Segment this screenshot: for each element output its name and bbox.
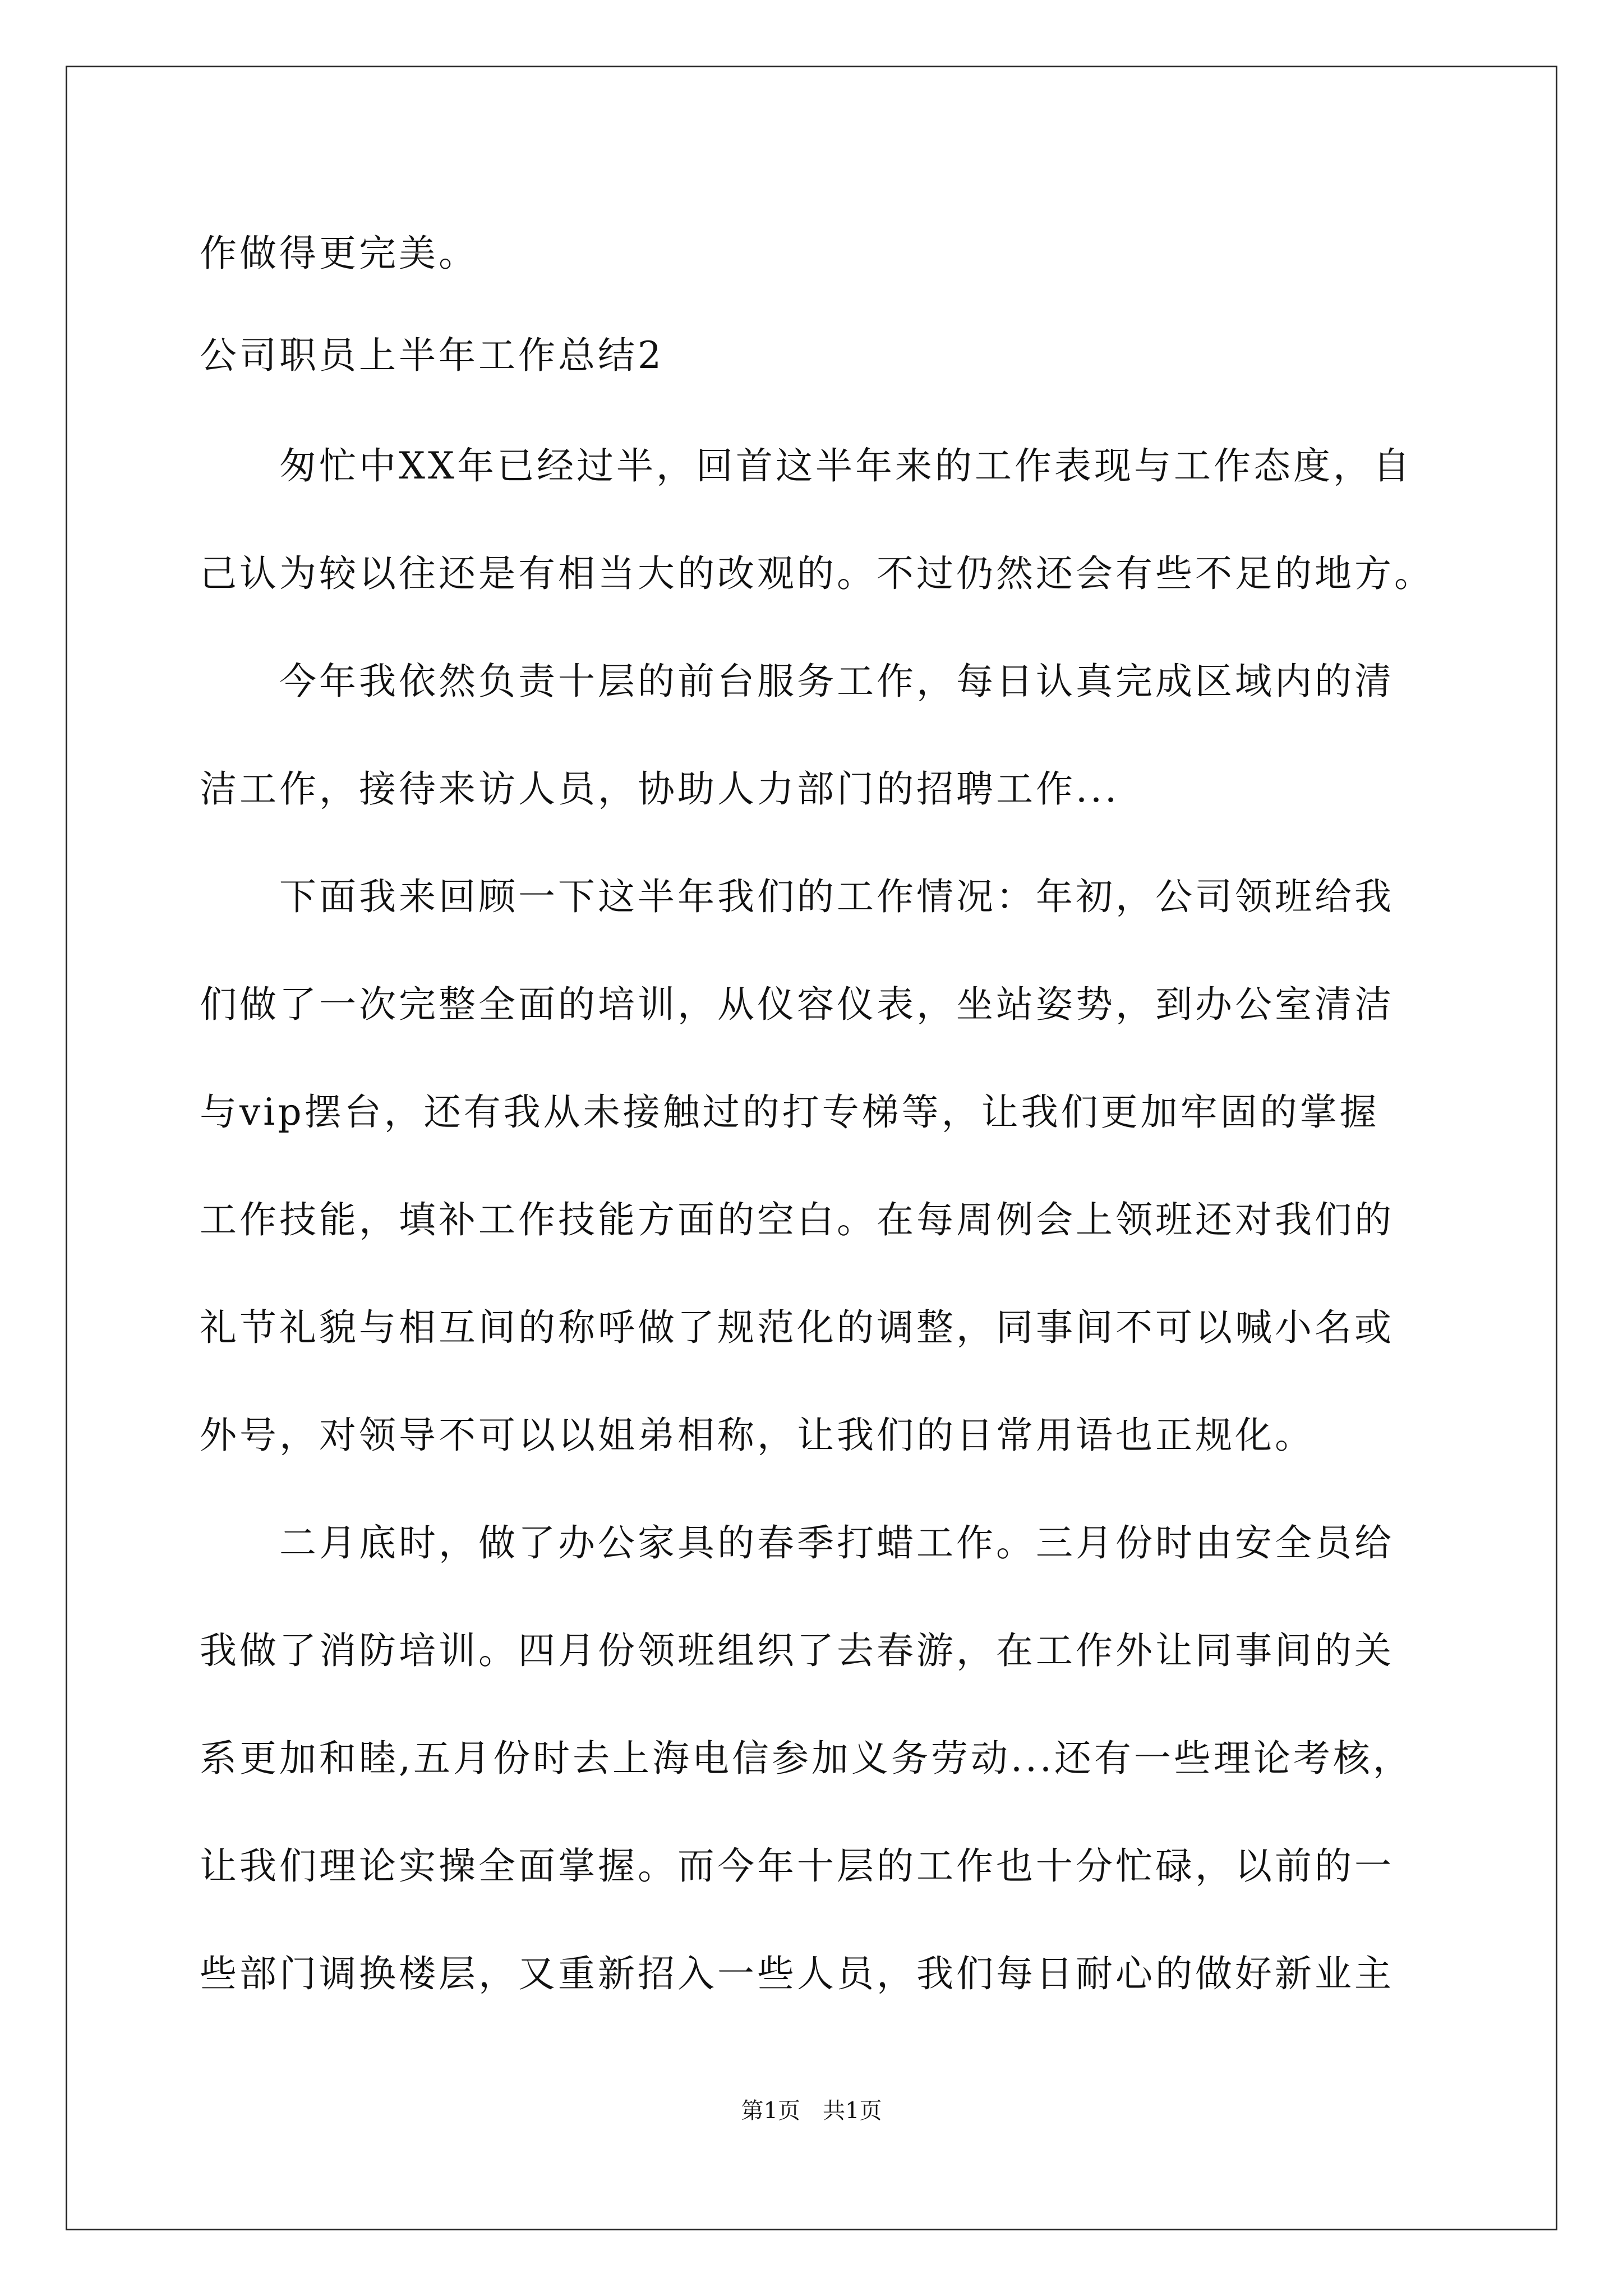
text-line: 工作技能，填补工作技能方面的空白。在每周例会上领班还对我们的 (200, 1198, 1394, 1241)
text-line: 我做了消防培训。四月份领班组织了去春游，在工作外让同事间的关 (200, 1629, 1394, 1672)
text-line: 下面我来回顾一下这半年我们的工作情况：年初，公司领班给我 (200, 875, 1394, 918)
text-line: 让我们理论实操全面掌握。而今年十层的工作也十分忙碌，以前的一 (200, 1844, 1394, 1888)
text-line: 作做得更完美。 (200, 232, 478, 275)
page-number-footer: 第1页 共1页 (741, 2098, 882, 2124)
text-line: 匆忙中XX年已经过半，回首这半年来的工作表现与工作态度，自 (200, 444, 1413, 487)
text-line: 礼节礼貌与相互间的称呼做了规范化的调整，同事间不可以喊小名或 (200, 1306, 1394, 1349)
text-line: 们做了一次完整全面的培训，从仪容仪表，坐站姿势，到办公室清洁 (200, 983, 1394, 1026)
text-line: 二月底时，做了办公家具的春季打蜡工作。三月份时由安全员给 (200, 1521, 1394, 1565)
text-line: 今年我依然负责十层的前台服务工作，每日认真完成区域内的清 (200, 660, 1394, 703)
section-heading: 公司职员上半年工作总结2 (200, 334, 664, 377)
text-line: 与vip摆台，还有我从未接触过的打专梯等，让我们更加牢固的掌握 (200, 1091, 1380, 1134)
text-line: 外号，对领导不可以以姐弟相称，让我们的日常用语也正规化。 (200, 1414, 1315, 1457)
page-border (66, 66, 1557, 2230)
text-line: 些部门调换楼层，又重新招入一些人员，我们每日耐心的做好新业主 (200, 1952, 1394, 1995)
text-line: 洁工作，接待来访人员，协助人力部门的招聘工作... (200, 767, 1119, 811)
text-line: 系更加和睦,五月份时去上海电信参加义务劳动...还有一些理论考核， (200, 1737, 1413, 1780)
text-line: 己认为较以往还是有相当大的改观的。不过仍然还会有些不足的地方。 (200, 552, 1434, 595)
